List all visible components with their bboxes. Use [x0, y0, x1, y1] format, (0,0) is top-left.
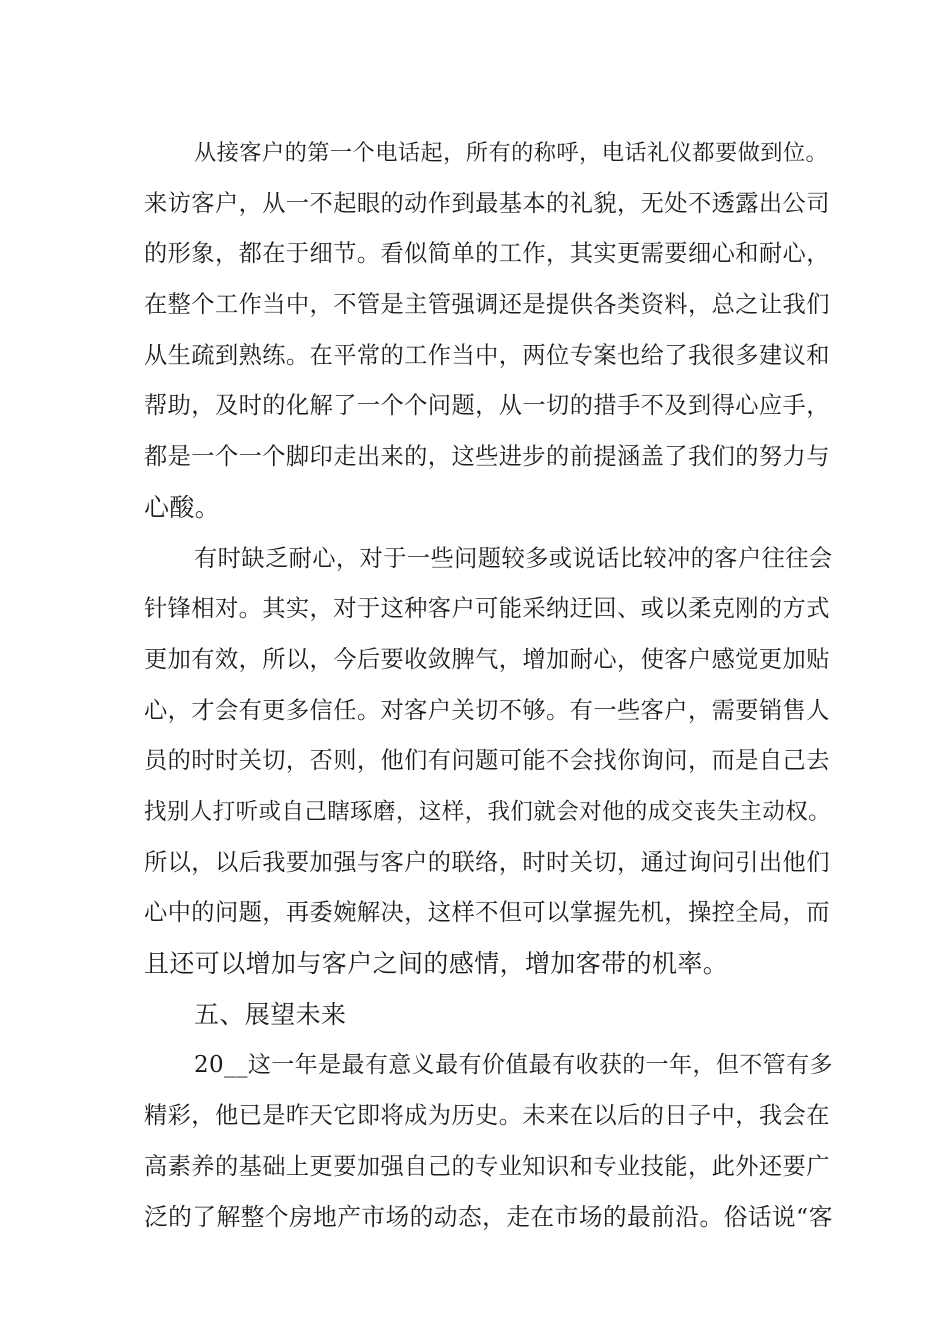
text-line: 从接客户的第一个电话起，所有的称呼，电话礼仪都要做到位。	[194, 140, 829, 166]
text-line: 有时缺乏耐心，对于一些问题较多或说话比较冲的客户往往会	[194, 544, 833, 572]
text-line: 更加有效，所以，今后要收敛脾气，增加耐心，使客户感觉更加贴	[144, 645, 830, 673]
text-line: 泛的了解整个房地产市场的动态，走在市场的最前沿。俗话说“客	[144, 1203, 833, 1232]
text-line: 且还可以增加与客户之间的感情，增加客带的机率。	[144, 949, 729, 978]
text-line: 从生疏到熟练。在平常的工作当中，两位专案也给了我很多建议和	[144, 341, 830, 369]
text-line: 精彩，他已是昨天它即将成为历史。未来在以后的日子中，我会在	[144, 1102, 830, 1130]
text-line: 20__这一年是最有意义最有价值最有收获的一年，但不管有多	[194, 1052, 833, 1079]
text-line: 都是一个一个脚印走出来的，这些进步的前提涵盖了我们的努力与	[144, 443, 830, 471]
text-line: 针锋相对。其实，对于这种客户可能采纳迂回、或以柔克刚的方式	[144, 595, 830, 623]
text-line: 员的时时关切，否则，他们有问题可能不会找你询问，而是自己去	[144, 747, 830, 775]
text-line: 的形象，都在于细节。看似简单的工作，其实更需要细心和耐心，	[144, 240, 830, 268]
text-line: 帮助，及时的化解了一个个问题，从一切的措手不及到得心应手，	[144, 392, 830, 420]
text-line: 五、展望未来	[194, 999, 347, 1029]
body-text	[144, 128, 834, 1243]
text-line: 在整个工作当中，不管是主管强调还是提供各类资料，总之让我们	[144, 291, 830, 319]
text-line: 心，才会有更多信任。对客户关切不够。有一些客户，需要销售人	[144, 696, 830, 724]
text-line: 来访客户，从一不起眼的动作到最基本的礼貌，无处不透露出公司	[144, 189, 830, 217]
text-line: 心酸。	[144, 492, 221, 522]
text-line: 所以，以后我要加强与客户的联络，时时关切，通过询问引出他们	[144, 848, 830, 876]
text-line: 心中的问题，再委婉解决，这样不但可以掌握先机，操控全局，而	[144, 899, 830, 927]
text-line: 高素养的基础上更要加强自己的专业知识和专业技能，此外还要广	[144, 1152, 830, 1180]
text-line: 找别人打听或自己瞎琢磨，这样，我们就会对他的成交丧失主动权。	[144, 798, 832, 825]
